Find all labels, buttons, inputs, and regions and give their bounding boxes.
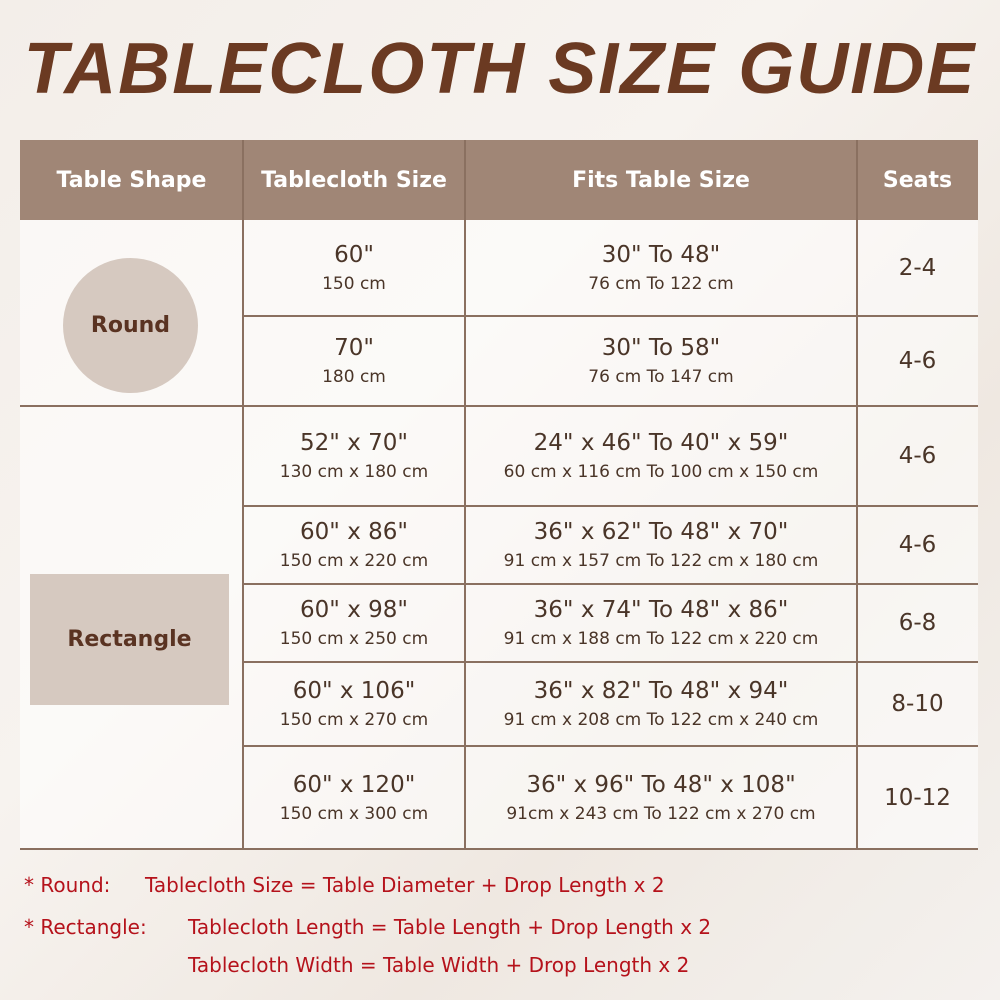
fits-table-size-cell-fits-cm: 76 cm To 122 cm [588,274,734,294]
tablecloth-size-cell [243,662,465,746]
fits-table-size-cell [465,746,857,850]
fits-table-size-cell-fits: 36" x 82" To 48" x 94" [533,678,789,704]
tablecloth-size-cell [243,406,465,506]
fits-table-size-cell [465,316,857,406]
seats-cell [857,584,978,662]
row-divider [243,745,978,747]
note-round-formula: Tablecloth Size = Table Diameter + Drop Length x 2 [145,873,665,897]
row-divider [243,315,978,317]
fits-table-size-cell [465,584,857,662]
seats-cell-seats: 10-12 [884,785,951,811]
fits-table-size-cell-fits-cm: 76 cm To 147 cm [588,367,734,387]
fits-table-size-cell-fits-cm: 91 cm x 188 cm To 122 cm x 220 cm [503,629,819,649]
rectangle-shape-label: Rectangle [30,574,229,705]
fits-table-size-cell-fits: 36" x 96" To 48" x 108" [526,772,796,798]
fits-table-size-cell-fits-cm: 91cm x 243 cm To 122 cm x 270 cm [506,804,816,824]
note-rectangle-formula-length: Tablecloth Length = Table Length + Drop Length x 2 [188,915,712,939]
tablecloth-size-cell [243,220,465,316]
tablecloth-size-cell-size-cm: 150 cm x 220 cm [279,551,429,571]
row-divider [243,505,978,507]
seats-cell-seats: 4-6 [898,443,937,469]
round-shape-label: Round [63,258,198,393]
tablecloth-size-cell-size: 70" [334,335,374,361]
table-bottom-border [20,848,978,850]
tablecloth-size-cell-size: 60" x 98" [300,597,408,623]
fits-table-size-cell-fits: 30" To 58" [601,335,721,361]
seats-cell [857,746,978,850]
fits-table-size-cell [465,220,857,316]
row-divider [243,661,978,663]
column-divider [242,140,244,850]
tablecloth-size-cell-size-cm: 150 cm x 300 cm [279,804,429,824]
seats-cell [857,662,978,746]
tablecloth-size-cell-size: 60" x 120" [292,772,416,798]
tablecloth-size-cell-size-cm: 130 cm x 180 cm [279,462,429,482]
size-table [20,140,978,850]
tablecloth-size-cell-size: 52" x 70" [300,430,408,456]
column-divider [856,140,858,850]
tablecloth-size-cell [243,584,465,662]
fits-table-size-cell [465,406,857,506]
seats-cell-seats: 8-10 [891,691,944,717]
tablecloth-size-cell-size-cm: 150 cm x 250 cm [279,629,429,649]
tablecloth-size-cell-size-cm: 150 cm [322,274,386,294]
page-title: TABLECLOTH SIZE GUIDE [23,29,977,109]
row-divider [20,405,978,407]
tablecloth-size-cell-size-cm: 150 cm x 270 cm [279,710,429,730]
seats-cell [857,406,978,506]
row-divider [243,583,978,585]
seats-cell-seats: 4-6 [898,348,937,374]
header-fits-table-size: Fits Table Size [465,140,857,220]
fits-table-size-cell-fits-cm: 91 cm x 157 cm To 122 cm x 180 cm [503,551,819,571]
seats-cell [857,220,978,316]
seats-cell [857,506,978,584]
fits-table-size-cell-fits: 30" To 48" [601,242,721,268]
header-tablecloth-size: Tablecloth Size [243,140,465,220]
tablecloth-size-cell [243,316,465,406]
fits-table-size-cell [465,662,857,746]
seats-cell-seats: 2-4 [898,255,937,281]
tablecloth-size-cell-size: 60" x 106" [292,678,416,704]
tablecloth-size-cell-size-cm: 180 cm [322,367,386,387]
note-rectangle-formula-width: Tablecloth Width = Table Width + Drop Length x 2 [188,953,690,977]
seats-cell-seats: 4-6 [898,532,937,558]
fits-table-size-cell-fits: 24" x 46" To 40" x 59" [533,430,789,456]
tablecloth-size-cell-size: 60" [334,242,374,268]
note-round-label: * Round: [24,873,111,897]
fits-table-size-cell-fits-cm: 60 cm x 116 cm To 100 cm x 150 cm [503,462,819,482]
seats-cell [857,316,978,406]
seats-cell-seats: 6-8 [898,610,937,636]
fits-table-size-cell-fits: 36" x 62" To 48" x 70" [533,519,789,545]
header-table-shape: Table Shape [20,140,243,220]
tablecloth-size-cell [243,506,465,584]
header-seats: Seats [857,140,978,220]
note-rectangle-label: * Rectangle: [24,915,147,939]
tablecloth-size-cell-size: 60" x 86" [300,519,408,545]
fits-table-size-cell-fits: 36" x 74" To 48" x 86" [533,597,789,623]
fits-table-size-cell [465,506,857,584]
column-divider [464,140,466,850]
fits-table-size-cell-fits-cm: 91 cm x 208 cm To 122 cm x 240 cm [503,710,819,730]
tablecloth-size-cell [243,746,465,850]
